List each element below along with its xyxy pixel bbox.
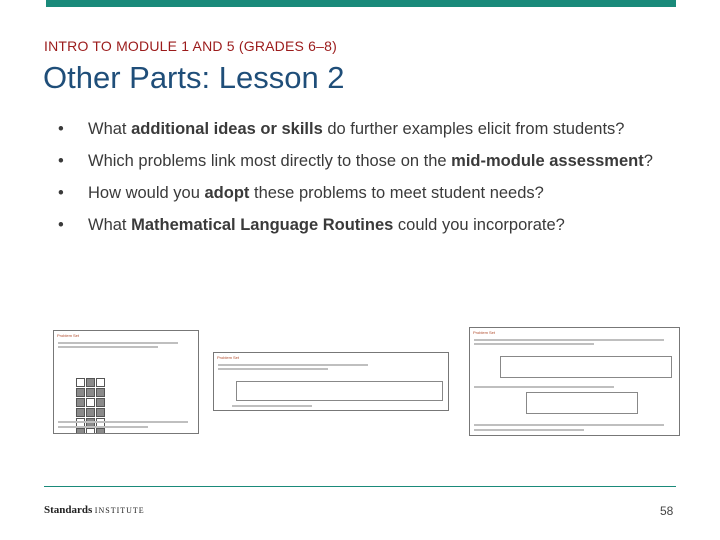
bullet-emphasis: Mathematical Language Routines (131, 216, 394, 234)
data-table-figure (500, 356, 672, 378)
section-eyebrow: INTRO TO MODULE 1 AND 5 (GRADES 6–8) (44, 38, 337, 54)
bullet-emphasis: mid-module assessment (451, 152, 644, 170)
bullet-dot: • (58, 152, 64, 170)
standards-institute-logo: Standards INSTITUTE (44, 504, 145, 516)
footer-rule (44, 486, 676, 487)
thumbnail-header: Problem Set (473, 330, 496, 335)
bullet-emphasis: adopt (204, 184, 250, 202)
ratio-table-figure (236, 381, 443, 401)
bullet-item: • Which problems link most directly to those on the mid-module assessment? (58, 152, 653, 170)
bullet-item: • What Mathematical Language Routines could you incorporate? (58, 216, 565, 234)
bullet-dot: • (58, 216, 64, 234)
thumbnail-header: Problem Set (217, 355, 240, 360)
bullet-item: • How would you adopt these problems to meet student needs? (58, 184, 544, 202)
bullet-list (58, 118, 658, 246)
slide-title: Other Parts: Lesson 2 (43, 60, 345, 95)
problem-set-thumbnail-3 (469, 327, 680, 436)
bullet-dot: • (58, 120, 64, 138)
bullet-item: • What additional ideas or skills do further examples elicit from students? (58, 120, 625, 138)
top-accent-bar (46, 0, 676, 7)
page-number: 58 (660, 504, 674, 518)
thumbnail-header: Problem Set (57, 333, 80, 338)
data-table-figure (526, 392, 638, 414)
problem-set-thumbnail-1 (53, 330, 199, 434)
bullet-emphasis: additional ideas or skills (131, 120, 323, 138)
bullet-dot: • (58, 184, 64, 202)
problem-set-thumbnail-2 (213, 352, 449, 411)
